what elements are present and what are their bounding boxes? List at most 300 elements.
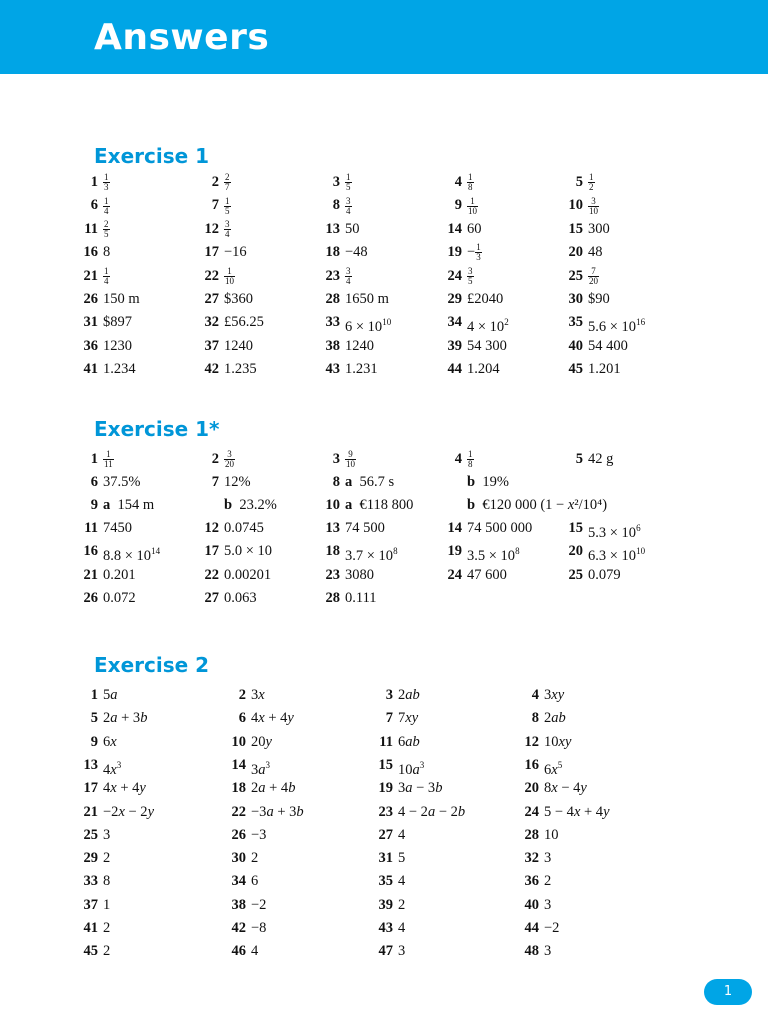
question-number: 33 — [325, 314, 340, 331]
fraction: $\frac{3}{4}$ — [346, 195, 351, 216]
fraction: $\frac{7}{20}$ — [589, 265, 598, 286]
answer-value: −2 — [544, 920, 560, 936]
question-number: 10 — [325, 497, 340, 514]
question-number: 7 — [385, 710, 393, 727]
answer-row — [90, 471, 734, 494]
answer-value: 0.079 — [588, 566, 621, 583]
question-number: 8 — [531, 710, 539, 727]
answer-value: −2x − 2y — [103, 803, 154, 820]
question-number: 36 — [524, 873, 539, 890]
question-number: 15 — [378, 756, 393, 773]
answer-value — [588, 194, 599, 217]
answer-row — [90, 194, 734, 217]
answer-value: 7450 — [103, 520, 132, 537]
answer-value: 3x — [251, 687, 265, 703]
answer-value: 5.0 × 10 — [224, 543, 273, 560]
answer-row — [90, 684, 734, 707]
question-number: 37 — [204, 337, 219, 354]
answer-value: 6x — [103, 733, 117, 750]
question-number: 36 — [83, 337, 98, 354]
question-number: 19 — [378, 780, 393, 797]
question-number: 26 — [231, 826, 246, 843]
answer-value: 54 400 — [588, 337, 628, 354]
answer-value: $10a^3$ — [398, 759, 425, 778]
fraction: $\frac{1}{11}$ — [104, 449, 113, 470]
question-number: 11 — [379, 733, 393, 750]
question-number: 17 — [204, 244, 219, 261]
answer-value: a 154 m — [103, 497, 155, 514]
answer-value: $8.8 \times 10^{14}$ — [103, 546, 161, 565]
header-banner — [0, 0, 768, 74]
question-number: 19 — [447, 543, 462, 560]
question-number: 14 — [447, 520, 462, 537]
question-number: 3 — [385, 687, 393, 703]
question-number: 23 — [325, 267, 340, 284]
answer-row — [83, 894, 734, 917]
question-number: 42 — [231, 920, 246, 936]
answer-value: 7xy — [398, 710, 419, 727]
answer-value: 6ab — [398, 733, 420, 750]
question-number: 15 — [568, 220, 583, 237]
question-number: 34 — [447, 314, 462, 331]
question-number: 17 — [83, 780, 98, 797]
answer-row — [90, 171, 734, 194]
answer-value — [345, 265, 352, 288]
answer-row — [83, 241, 734, 264]
answer-value: b €120 000 (1 − x²/10⁴) — [467, 497, 608, 514]
question-number: 16 — [83, 543, 98, 560]
question-number: 29 — [83, 850, 98, 867]
exercise-1star-section — [83, 417, 714, 606]
answer-value: 2 — [398, 896, 406, 913]
question-number: 28 — [325, 291, 340, 307]
question-number: 27 — [378, 826, 393, 843]
question-number: 18 — [231, 780, 246, 797]
answer-value: 1.201 — [588, 361, 621, 378]
answer-value: 1.204 — [467, 361, 500, 378]
answer-value: b 19% — [467, 474, 509, 491]
fraction: $\frac{9}{10}$ — [346, 449, 355, 470]
answer-value: 0.201 — [103, 566, 136, 583]
answer-value: 1.235 — [224, 361, 257, 378]
answer-value: $5.3 \times 10^6$ — [588, 523, 641, 542]
answer-value: £2040 — [467, 291, 504, 307]
answer-value: 4 — [251, 943, 259, 960]
answer-value: 1 — [103, 896, 111, 913]
question-number: 43 — [325, 361, 340, 378]
answer-value: 8 — [103, 244, 111, 261]
question-number: 45 — [83, 943, 98, 960]
answer-value: −3 — [251, 826, 267, 843]
fraction: $\frac{3}{10}$ — [589, 195, 598, 216]
answer-value: 10xy — [544, 733, 572, 750]
answer-value: 5a — [103, 687, 118, 703]
answer-row — [83, 587, 734, 610]
answer-row — [90, 707, 734, 730]
question-number: 12 — [204, 520, 219, 537]
question-number: 39 — [447, 337, 462, 354]
answer-value: $4x^3$ — [103, 759, 122, 778]
answer-row — [83, 265, 734, 288]
question-number: 38 — [231, 896, 246, 913]
answer-value — [588, 265, 599, 288]
question-number: 20 — [524, 780, 539, 797]
question-number: 5 — [575, 174, 583, 190]
question-number: 34 — [231, 873, 246, 890]
answer-value: 4 — [398, 873, 406, 890]
answer-row — [83, 540, 734, 565]
answer-row — [90, 731, 734, 754]
question-number: 1 — [90, 451, 98, 467]
question-number: 8 — [332, 197, 340, 214]
question-number: 13 — [83, 756, 98, 773]
fraction: $\frac{1}{10}$ — [468, 195, 477, 216]
question-number: 30 — [568, 291, 583, 307]
fraction: $\frac{1}{4}$ — [104, 195, 109, 216]
answer-value: 5 — [398, 850, 406, 867]
answer-row — [83, 940, 734, 963]
answer-value: 10 — [544, 826, 559, 843]
page-title: Answers — [94, 17, 270, 58]
question-number: 37 — [83, 896, 98, 913]
answer-value — [467, 448, 474, 471]
answer-value — [103, 194, 110, 217]
question-number: 17 — [204, 543, 219, 560]
answer-value: 48 — [588, 244, 603, 261]
fraction: $\frac{3}{20}$ — [225, 449, 234, 470]
question-number: 31 — [83, 314, 98, 331]
question-number: 11 — [84, 220, 98, 237]
answer-value: −8 — [251, 920, 267, 936]
answer-value: $3a^3$ — [251, 759, 270, 778]
answer-value — [467, 194, 478, 217]
question-number: 4 — [531, 687, 539, 703]
answer-value: a €118 800 — [345, 497, 414, 514]
answer-value: −16 — [224, 244, 247, 261]
answer-value: 0.00201 — [224, 566, 272, 583]
question-number: 12 — [524, 733, 539, 750]
exercise-title: Exercise 2 — [94, 653, 210, 677]
answer-row — [84, 517, 734, 542]
answer-value: 1650 m — [345, 291, 389, 307]
answer-row — [83, 754, 734, 778]
question-number: 9 — [454, 197, 462, 214]
question-number: 2 — [211, 451, 219, 467]
answer-value: $360 — [224, 291, 253, 307]
question-number: 20 — [568, 543, 583, 560]
question-number: 42 — [204, 361, 219, 378]
answer-value: $5.6 \times 10^{16}$ — [588, 317, 646, 336]
answer-value: 3xy — [544, 687, 565, 703]
answer-row — [90, 448, 734, 471]
question-number: 16 — [524, 756, 539, 773]
question-number: 33 — [83, 873, 98, 890]
answer-row — [83, 847, 734, 870]
fraction: $\frac{1}{2}$ — [589, 172, 594, 193]
exercise-title: Exercise 1 — [94, 144, 210, 168]
answer-value: 3 — [398, 943, 406, 960]
answer-value: 0.111 — [345, 589, 377, 606]
answer-value: $6.3 \times 10^{10}$ — [588, 546, 646, 565]
answer-value: $4 \times 10^2$ — [467, 317, 509, 336]
question-number: 48 — [524, 943, 539, 960]
answer-value: − $\frac{1}{3}$ — [467, 242, 481, 263]
question-number: 13 — [325, 220, 340, 237]
question-number: 21 — [83, 267, 98, 284]
answer-row — [83, 777, 734, 800]
answer-value — [103, 218, 110, 241]
question-number: 44 — [447, 361, 462, 378]
fraction: $\frac{3}{4}$ — [225, 218, 230, 239]
answer-value: 300 — [588, 220, 610, 237]
answer-value: 12% — [224, 474, 251, 491]
question-number: 9 — [90, 733, 98, 750]
question-number: 31 — [378, 850, 393, 867]
question-number: 27 — [204, 589, 219, 606]
question-number: 29 — [447, 291, 462, 307]
question-number: 30 — [231, 850, 246, 867]
answer-value — [345, 448, 356, 471]
question-number: 12 — [204, 220, 219, 237]
question-number: 4 — [454, 451, 462, 467]
answer-value: 8 — [103, 873, 111, 890]
question-number: 9 — [90, 497, 98, 514]
exercise-2-section — [83, 653, 714, 960]
question-number: 25 — [568, 267, 583, 284]
answer-row — [83, 917, 734, 940]
answer-value: $3.5 \times 10^8$ — [467, 546, 520, 565]
answer-row — [83, 801, 734, 824]
answer-value: 37.5% — [103, 474, 141, 491]
fraction: $\frac{1}{8}$ — [468, 449, 473, 470]
answer-value: 2ab — [398, 687, 420, 703]
answer-value: 0.0745 — [224, 520, 264, 537]
question-number: 13 — [325, 520, 340, 537]
answer-value: 1.234 — [103, 361, 136, 378]
answer-value: 5 − 4x + 4y — [544, 803, 610, 820]
answer-value: 2 — [103, 920, 111, 936]
answer-row — [84, 218, 734, 241]
question-number: 45 — [568, 361, 583, 378]
answer-value — [103, 265, 110, 288]
question-number: 35 — [378, 873, 393, 890]
answer-value — [224, 194, 231, 217]
question-number: 6 — [238, 710, 246, 727]
question-number: 44 — [524, 920, 539, 936]
answer-value: $897 — [103, 314, 132, 331]
question-number: 47 — [378, 943, 393, 960]
question-number: 4 — [454, 174, 462, 190]
answer-value: 4 − 2a − 2b — [398, 803, 466, 820]
answer-row — [83, 311, 734, 336]
question-number: 2 — [238, 687, 246, 703]
answer-value: 1230 — [103, 337, 132, 354]
answer-value: 3a − 3b — [398, 780, 443, 797]
answer-value: 42 g — [588, 451, 614, 467]
answer-row — [83, 824, 734, 847]
question-number: 40 — [524, 896, 539, 913]
answer-value: 1240 — [345, 337, 374, 354]
question-number: 7 — [211, 474, 219, 491]
question-number: 10 — [231, 733, 246, 750]
question-number: 8 — [332, 474, 340, 491]
question-number: 10 — [568, 197, 583, 214]
question-number: 21 — [83, 803, 98, 820]
question-number: 24 — [447, 267, 462, 284]
question-number: 1 — [90, 687, 98, 703]
answer-value: 2 — [103, 850, 111, 867]
question-number: 15 — [568, 520, 583, 537]
answer-value — [224, 218, 231, 241]
answer-value: b 23.2% — [224, 497, 277, 514]
question-number: 20 — [568, 244, 583, 261]
question-number: 27 — [204, 291, 219, 307]
answer-value: 8x − 4y — [544, 780, 587, 797]
question-number: 3 — [332, 174, 340, 190]
question-number: 14 — [447, 220, 462, 237]
answer-value: 1.231 — [345, 361, 378, 378]
answer-value: 3 — [544, 850, 552, 867]
question-number: 41 — [83, 361, 98, 378]
question-number: 24 — [524, 803, 539, 820]
answer-value: 60 — [467, 220, 482, 237]
fraction: $\frac{2}{7}$ — [225, 172, 230, 193]
question-number: 3 — [332, 451, 340, 467]
question-number: 16 — [83, 244, 98, 261]
question-number: 22 — [204, 267, 219, 284]
answer-value: 4x + 4y — [251, 710, 294, 727]
answer-value — [103, 171, 110, 194]
question-number: 40 — [568, 337, 583, 354]
answer-value: a 56.7 s — [345, 474, 395, 491]
answer-value: 0.072 — [103, 589, 136, 606]
question-number: 25 — [568, 566, 583, 583]
answer-value: 4x + 4y — [103, 780, 146, 797]
answer-row — [83, 335, 734, 358]
question-number: 5 — [90, 710, 98, 727]
answer-value: $3.7 \times 10^8$ — [345, 546, 398, 565]
question-number: 43 — [378, 920, 393, 936]
question-number: 39 — [378, 896, 393, 913]
answer-value: 74 500 000 — [467, 520, 533, 537]
answer-value: 3 — [544, 896, 552, 913]
answer-value — [467, 171, 474, 194]
answer-value: 2ab — [544, 710, 566, 727]
answer-value — [345, 171, 352, 194]
question-number: 25 — [83, 826, 98, 843]
question-number: 11 — [84, 520, 98, 537]
answer-value — [588, 171, 595, 194]
answer-value: 1240 — [224, 337, 253, 354]
question-number: 26 — [83, 589, 98, 606]
exercise-1-section — [83, 144, 714, 378]
answer-value: −48 — [345, 244, 368, 261]
question-number: 46 — [231, 943, 246, 960]
answer-value — [345, 194, 352, 217]
question-number: 19 — [447, 244, 462, 261]
answer-value: 20y — [251, 733, 272, 750]
question-number: 23 — [378, 803, 393, 820]
question-number: 38 — [325, 337, 340, 354]
question-number: 32 — [524, 850, 539, 867]
question-number: 26 — [83, 291, 98, 307]
question-number: 22 — [204, 566, 219, 583]
answer-row — [83, 288, 734, 311]
question-number: 5 — [575, 451, 583, 467]
answer-value: 2 — [103, 943, 111, 960]
answer-value: 4 — [398, 826, 406, 843]
answer-value — [224, 171, 231, 194]
answer-value: 50 — [345, 220, 360, 237]
answer-value: −3a + 3b — [251, 803, 304, 820]
answer-value: 4 — [398, 920, 406, 936]
answer-value: 6 — [251, 873, 259, 890]
answer-row — [90, 494, 734, 517]
question-number: 22 — [231, 803, 246, 820]
answer-value: $6x^5$ — [544, 759, 563, 778]
fraction: $\frac{1}{4}$ — [104, 265, 109, 286]
answer-value: $6 \times 10^{10}$ — [345, 317, 392, 336]
fraction: $\frac{3}{5}$ — [468, 265, 473, 286]
page-number-badge: 1 — [704, 979, 752, 1005]
fraction: $\frac{2}{5}$ — [104, 218, 109, 239]
answer-value: $90 — [588, 291, 610, 307]
fraction: $\frac{1}{3}$ — [104, 172, 109, 193]
answer-value — [103, 448, 114, 471]
answer-value — [224, 448, 235, 471]
answer-row — [83, 870, 734, 893]
answer-value: 3 — [103, 826, 111, 843]
question-number: 1 — [90, 174, 98, 190]
answer-value: 2 — [251, 850, 259, 867]
exercise-title: Exercise 1* — [94, 417, 220, 441]
fraction: $\frac{1}{10}$ — [225, 265, 234, 286]
question-number: 21 — [83, 566, 98, 583]
answer-value: 2a + 3b — [103, 710, 148, 727]
question-number: 32 — [204, 314, 219, 331]
answer-row — [83, 564, 734, 587]
fraction: $\frac{3}{4}$ — [346, 265, 351, 286]
question-number: 41 — [83, 920, 98, 936]
fraction: $\frac{1}{5}$ — [225, 195, 230, 216]
question-number: 23 — [325, 566, 340, 583]
fraction: $\frac{1}{5}$ — [346, 172, 351, 193]
question-number: 7 — [211, 197, 219, 214]
answer-value: 0.063 — [224, 589, 257, 606]
question-number: 35 — [568, 314, 583, 331]
answer-value: 74 500 — [345, 520, 385, 537]
question-number: 14 — [231, 756, 246, 773]
answer-value — [467, 265, 474, 288]
question-number: 28 — [325, 589, 340, 606]
answer-row — [83, 358, 734, 381]
answer-value: 150 m — [103, 291, 140, 307]
question-number: 18 — [325, 244, 340, 261]
question-number: 2 — [211, 174, 219, 190]
answer-value — [224, 265, 235, 288]
answer-value: 54 300 — [467, 337, 507, 354]
answer-value: −2 — [251, 896, 267, 913]
answer-value: 47 600 — [467, 566, 507, 583]
fraction: $\frac{1}{8}$ — [468, 172, 473, 193]
answer-value: 2 — [544, 873, 552, 890]
fraction: $\frac{1}{3}$ — [476, 242, 481, 263]
question-number: 28 — [524, 826, 539, 843]
answer-value: 2a + 4b — [251, 780, 296, 797]
question-number: 18 — [325, 543, 340, 560]
question-number: 6 — [90, 474, 98, 491]
answer-value: 3 — [544, 943, 552, 960]
